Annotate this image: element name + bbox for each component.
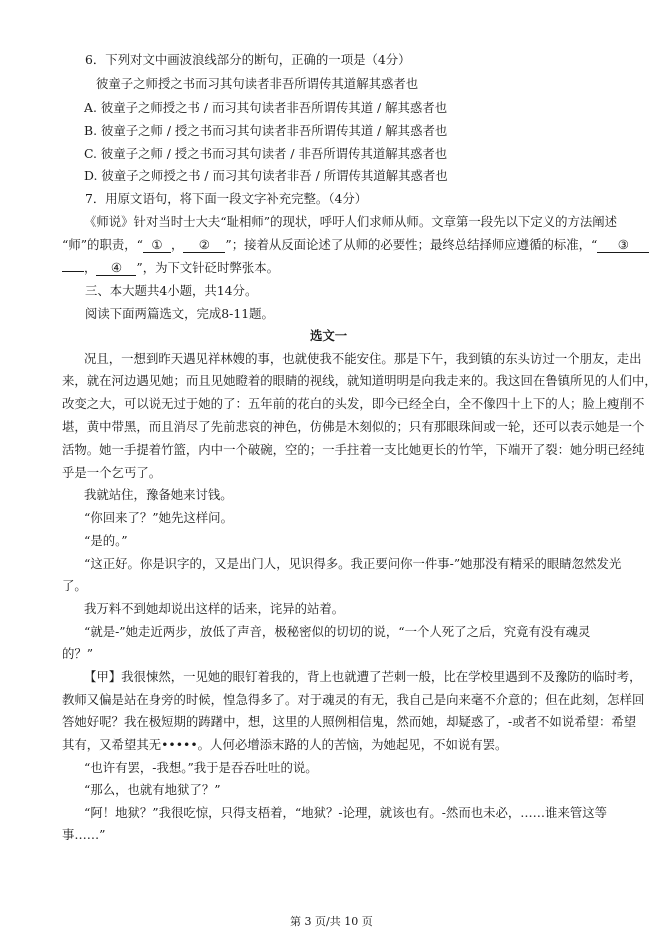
reading-instruction: 阅读下面两篇选文，完成8-11题。 (85, 306, 274, 321)
section-3-heading: 三、本大题共4小题，共14分。 (85, 283, 258, 298)
passage-line: 来，就在河边遇见她；而且见她瞪着的眼睛的视线，就知道明明是向我走来的。我这回在鲁镇所见的人们中， (62, 373, 657, 388)
blank-1[interactable]: ① (143, 238, 171, 253)
passage-line: “阿！地狱？”我很吃惊，只得支梧着，“地狱？-论理，就该也有。-然而也未必，……谁来管这等 (84, 805, 608, 820)
q7-text-line3: ， ④ ”，为下文针砭时弊张本。 (62, 260, 279, 276)
q6-sentence: 彼童子之师授之书而习其句读者非吾所谓传其道解其惑者也 (96, 76, 419, 91)
passage-line: 【甲】我很悚然，一见她的眼钉着我的，背上也就遭了芒刺一般，比在学校里遇到不及豫防的临时考， (84, 669, 642, 684)
passage-line: 堪，黄中带黑，而且消尽了先前悲哀的神色，仿佛是木刻似的；只有那眼珠间或一轮，还可以表示她是一个 (62, 419, 645, 434)
page-number: 第 3 页/共 10 页 (290, 915, 373, 928)
passage-line: 我万料不到她却说出这样的话来，诧异的站着。 (84, 601, 345, 616)
q6-stem: 6．下列对文中画波浪线部分的断句，正确的一项是（4分） (85, 52, 411, 67)
q7-text-line2: “师”的职责，“ ① ， ② ”；接着从反面论述了从师的必要性；最终总结择师应遵循的标准，“ ③ (62, 237, 649, 253)
blank-3-cont[interactable] (62, 271, 84, 272)
passage-line: “也许有罢，-我想。”我于是吞吞吐吐的说。 (84, 760, 318, 775)
passage-line: “你回来了？”她先这样问。 (84, 510, 233, 525)
q7-text-line1: 《师说》针对当时士大夫“耻相师”的现状，呼吁人们求师从师。文章第一段先以下定义的方法阐述 (84, 214, 618, 229)
q6-option-c: C. 彼童子之师 / 授之书而习其句读者 / 非吾所谓传其道解其惑者也 (84, 146, 448, 161)
q6-option-d: D. 彼童子之师授之书 / 而习其句读者非吾 / 所谓传其道解其惑者也 (84, 168, 448, 183)
passage-title: 选文一 (310, 328, 348, 343)
q6-option-a: A. 彼童子之师授之书 / 而习其句读者非吾所谓传其道 / 解其惑者也 (84, 100, 448, 115)
q6-option-b: B. 彼童子之师 / 授之书而习其句读者非吾所谓传其道 / 解其惑者也 (84, 123, 448, 138)
passage-line: 其有，又希望其无•••••。人何必增添末路的人的苦恼，为她起见，不如说有罢。 (62, 737, 508, 752)
blank-3[interactable]: ③ (597, 238, 649, 253)
passage-line: 了。 (62, 578, 87, 593)
passage-line: 活物。她一手提着竹篮，内中一个破碗，空的；一手拄着一支比她更长的竹竿，下端开了裂：她分明已经纯 (62, 442, 645, 457)
passage-line: “那么，也就有地狱了？” (84, 782, 221, 797)
passage-line: 的？” (62, 646, 94, 661)
passage-line: 改变之大，可以说无过于她的了：五年前的花白的头发，即今已经全白，全不像四十上下的人；脸上瘦削不 (62, 396, 645, 411)
passage-line: “是的。” (84, 533, 128, 548)
passage-line: 乎是一个乞丐了。 (62, 465, 162, 480)
blank-2[interactable]: ② (183, 238, 225, 253)
passage-line: 答她好呢？我在极短期的踌躇中，想，这里的人照例相信鬼，然而她，却疑惑了，-或者不如说希望：希望 (62, 714, 637, 729)
passage-line: “就是-”她走近两步，放低了声音，极秘密似的切切的说，“一个人死了之后，究竟有没有魂灵 (84, 624, 591, 639)
q7-stem: 7．用原文语句，将下面一段文字补充完整。（4分） (85, 191, 368, 206)
passage-line: 事……” (62, 827, 106, 842)
blank-4[interactable]: ④ (96, 261, 136, 276)
passage-line: 我就站住，豫备她来讨钱。 (84, 487, 233, 502)
passage-line: 况且，一想到昨天遇见祥林嫂的事，也就使我不能安住。那是下午，我到镇的东头访过一个朋友，走出 (84, 351, 642, 366)
passage-line: “这正好。你是识字的，又是出门人，见识得多。我正要问你一件事-”她那没有精采的眼睛忽然发光 (84, 556, 622, 571)
passage-line: 教师又偏是站在身旁的时候，惶急得多了。对于魂灵的有无，我自己是向来毫不介意的；但在此刻，怎样回 (62, 692, 645, 707)
